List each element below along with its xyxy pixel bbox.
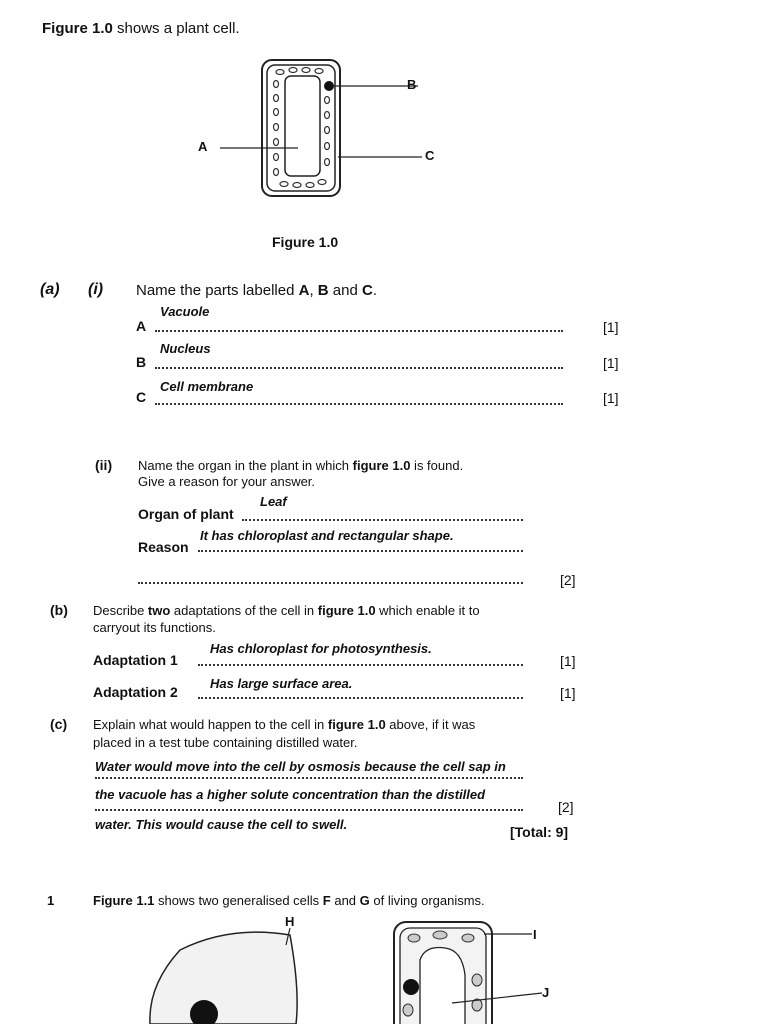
part-c-line1 [93, 717, 475, 732]
text-segment: is found. [410, 458, 464, 473]
figure-caption: Figure 1.0 [272, 234, 339, 250]
text-segment: above, if it was [385, 717, 476, 732]
answer-line [155, 330, 563, 332]
figure-ref: figure 1.0 [352, 458, 411, 473]
organ-answer[interactable]: Leaf [260, 494, 287, 509]
figure-ref: Figure 1.0 [42, 20, 113, 37]
answer-line [138, 582, 523, 584]
answer-line [155, 403, 563, 405]
figure-ref: Figure 1.1 [93, 893, 155, 908]
text-segment: adaptations of the cell in [170, 603, 318, 618]
adaptation-2-label: Adaptation 2 [93, 684, 178, 700]
prompt-end: . [372, 282, 378, 299]
part-c-line2: placed in a test tube containing distilled water. [93, 735, 358, 750]
answer-line [198, 664, 523, 666]
answer-line [95, 777, 523, 779]
answer-c[interactable]: Cell membrane [160, 379, 254, 394]
reason-label: Reason [138, 539, 189, 555]
part-b-label: (b) [50, 602, 68, 618]
emphasis: two [147, 603, 171, 618]
text-segment: Explain what would happen to the cell in [93, 717, 328, 732]
text-segment: Name the organ in the plant in which [138, 458, 353, 473]
text-segment: shows two generalised cells [154, 893, 323, 908]
total-marks: [Total: 9] [510, 824, 569, 840]
text-segment: and [330, 893, 360, 908]
cell-f: F [322, 893, 331, 908]
part-c-answer-line3[interactable]: water. This would cause the cell to swell. [95, 817, 348, 832]
reason-answer[interactable]: It has chloroplast and rectangular shape. [200, 528, 454, 543]
answer-b[interactable]: Nucleus [160, 341, 211, 356]
adaptation-2-answer[interactable]: Has large surface area. [210, 676, 353, 691]
prompt-a: A [298, 282, 310, 299]
answer-a[interactable]: Vacuole [160, 304, 210, 319]
part-ii-line2: Give a reason for your answer. [138, 474, 316, 489]
answer-line [242, 519, 523, 521]
label-i: I [533, 927, 537, 942]
answer-line [198, 697, 523, 699]
part-a-sub-label: (i) [88, 281, 104, 298]
part-a-label: (a) [40, 281, 60, 298]
text-segment: of living organisms. [369, 893, 485, 908]
answer-line [155, 367, 563, 369]
part-c-mark: [2] [558, 799, 574, 815]
answer-line [198, 550, 523, 552]
part-a-prompt [136, 282, 377, 299]
prompt-c: C [362, 282, 373, 299]
label-j: J [542, 985, 550, 1000]
part-c-answer-line2[interactable]: the vacuole has a higher solute concentration than the distilled [95, 787, 486, 802]
question-1-number: 1 [47, 893, 55, 908]
part-b-line1 [93, 603, 480, 618]
cell-g: G [359, 893, 370, 908]
mark-c: [1] [603, 390, 619, 406]
intro-text: shows a plant cell. [112, 20, 240, 37]
adaptation-1-answer[interactable]: Has chloroplast for photosynthesis. [210, 641, 432, 656]
text-segment: which enable it to [375, 603, 480, 618]
prompt-and: and [328, 282, 362, 299]
figure-ref: figure 1.0 [327, 717, 386, 732]
adaptation-2-mark: [1] [560, 685, 576, 701]
label-a: A [198, 139, 208, 154]
prompt-pre: Name the parts labelled [136, 282, 299, 299]
text-segment: Describe [93, 603, 148, 618]
prompt-comma: , [309, 282, 318, 299]
label-c: C [425, 148, 435, 163]
label-h: H [285, 914, 295, 929]
part-c-label: (c) [50, 716, 68, 732]
part-ii-label: (ii) [95, 457, 113, 473]
mark-a: [1] [603, 319, 619, 335]
question-1-text [93, 893, 485, 908]
row-letter-b: B [136, 354, 147, 370]
label-b: B [407, 77, 417, 92]
row-letter-a: A [136, 318, 147, 334]
part-c-answer-line1[interactable]: Water would move into the cell by osmosis because the cell sap in [95, 759, 506, 774]
mark-ii: [2] [560, 572, 576, 588]
adaptation-1-mark: [1] [560, 653, 576, 669]
part-ii-line1 [138, 458, 463, 473]
mark-b: [1] [603, 355, 619, 371]
prompt-b: B [317, 282, 329, 299]
row-letter-c: C [136, 389, 147, 405]
answer-line [95, 809, 523, 811]
part-b-line2: carryout its functions. [93, 620, 216, 635]
organ-label: Organ of plant [138, 506, 234, 522]
figure-ref: figure 1.0 [317, 603, 376, 618]
adaptation-1-label: Adaptation 1 [93, 652, 178, 668]
